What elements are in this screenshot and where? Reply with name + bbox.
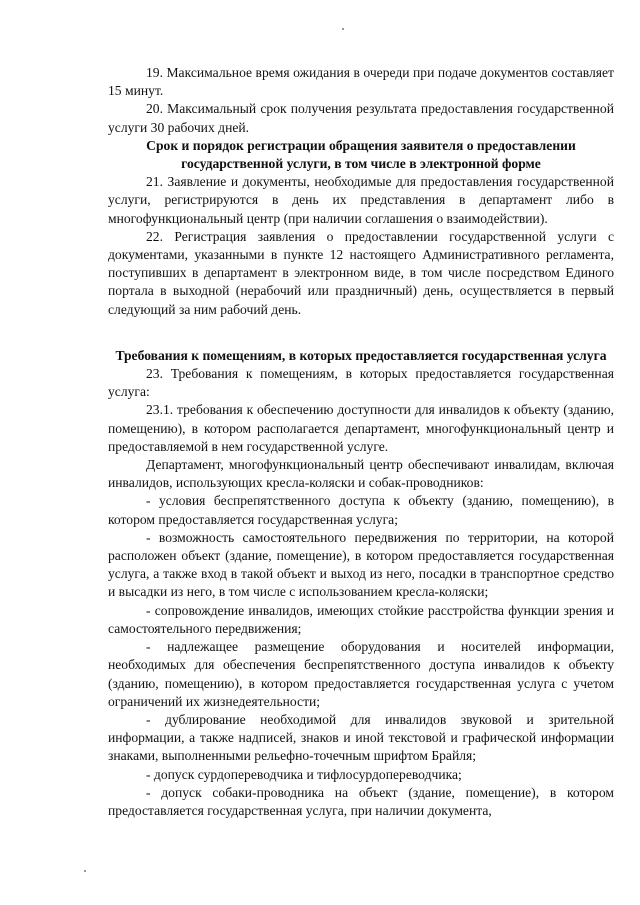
paragraph-23: 23. Требования к помещениям, в которых предоставляется государственная услуга:: [108, 366, 614, 400]
section-heading-registration: Срок и порядок регистрации обращения заявителя о предоставлении государственной услуги, в том числе в электронной форме: [146, 137, 576, 172]
scan-speck: [342, 28, 344, 30]
list-item-escort: - сопровождение инвалидов, имеющих стойкие расстройства функции зрения и самостоятельного передвижения;: [108, 602, 614, 636]
paragraph-20: 20. Максимальный срок получения результата предоставления государственной услуги 30 рабочих дней.: [108, 101, 614, 135]
list-item-equipment: - надлежащее размещение оборудования и носителей информации, необходимых для обеспечения беспрепятственного доступа инвалидов к объекту (зданию, помещению), в котором предоставляется государственная услуга с учетом ограничений их жизнедеятельности;: [108, 639, 614, 709]
list-item-interpreter: - допуск сурдопереводчика и тифлосурдопереводчика;: [146, 766, 462, 782]
paragraph-23-1: 23.1. требования к обеспечению доступности для инвалидов к объекту (зданию, помещению), в котором располагается департамент, многофункциональный центр и предоставляемой в нем государственной услуге.: [108, 402, 614, 454]
paragraph-22: 22. Регистрация заявления о предоставлении государственной услуги с документами, указанными в пункте 12 настоящего Административного регламента, поступивших в департамент в электронном виде, в том числе посредством Единого портала в выходной (нерабочий или праздничный) день, осуществляется в первый следующий за ним рабочий день.: [108, 228, 614, 317]
paragraph-21: 21. Заявление и документы, необходимые для предоставления государственной услуги, регистрируются в день их представления в департамент либо в многофункциональный центр (при наличии соглашения о взаимодействии).: [108, 174, 614, 226]
paragraph-department: Департамент, многофункциональный центр обеспечивают инвалидам, включая инвалидов, использующих кресла-коляски и собак-проводников:: [108, 457, 614, 491]
scan-speck: [84, 870, 86, 872]
section-heading-premises: Требования к помещениям, в которых предоставляется государственная услуга: [115, 347, 607, 363]
list-item-duplication: - дублирование необходимой для инвалидов звуковой и зрительной информации, а также надписей, знаков и иной текстовой и графической информации знаками, выполненными рельефно-точечным шрифтом Брайля;: [108, 711, 614, 764]
paragraph-19: 19. Максимальное время ожидания в очереди при подаче документов составляет 15 минут.: [108, 65, 614, 99]
list-item-movement: - возможность самостоятельного передвижения по территории, на которой расположен объект (здание, помещение), в котором предоставляется государственная услуга, а также вход в такой объект и выход из него, посадки в транспортное средство и высадки из него, в том числе с использованием кресла-коляски;: [108, 529, 614, 600]
list-item-guide-dog: - допуск собаки-проводника на объект (здание, помещение), в котором предоставляется государственная услуга, при наличии документа,: [108, 784, 614, 818]
list-item-access: - условия беспрепятственного доступа к объекту (зданию, помещению), в котором предоставляется государственная услуга;: [108, 493, 614, 527]
document-body: [108, 64, 614, 820]
